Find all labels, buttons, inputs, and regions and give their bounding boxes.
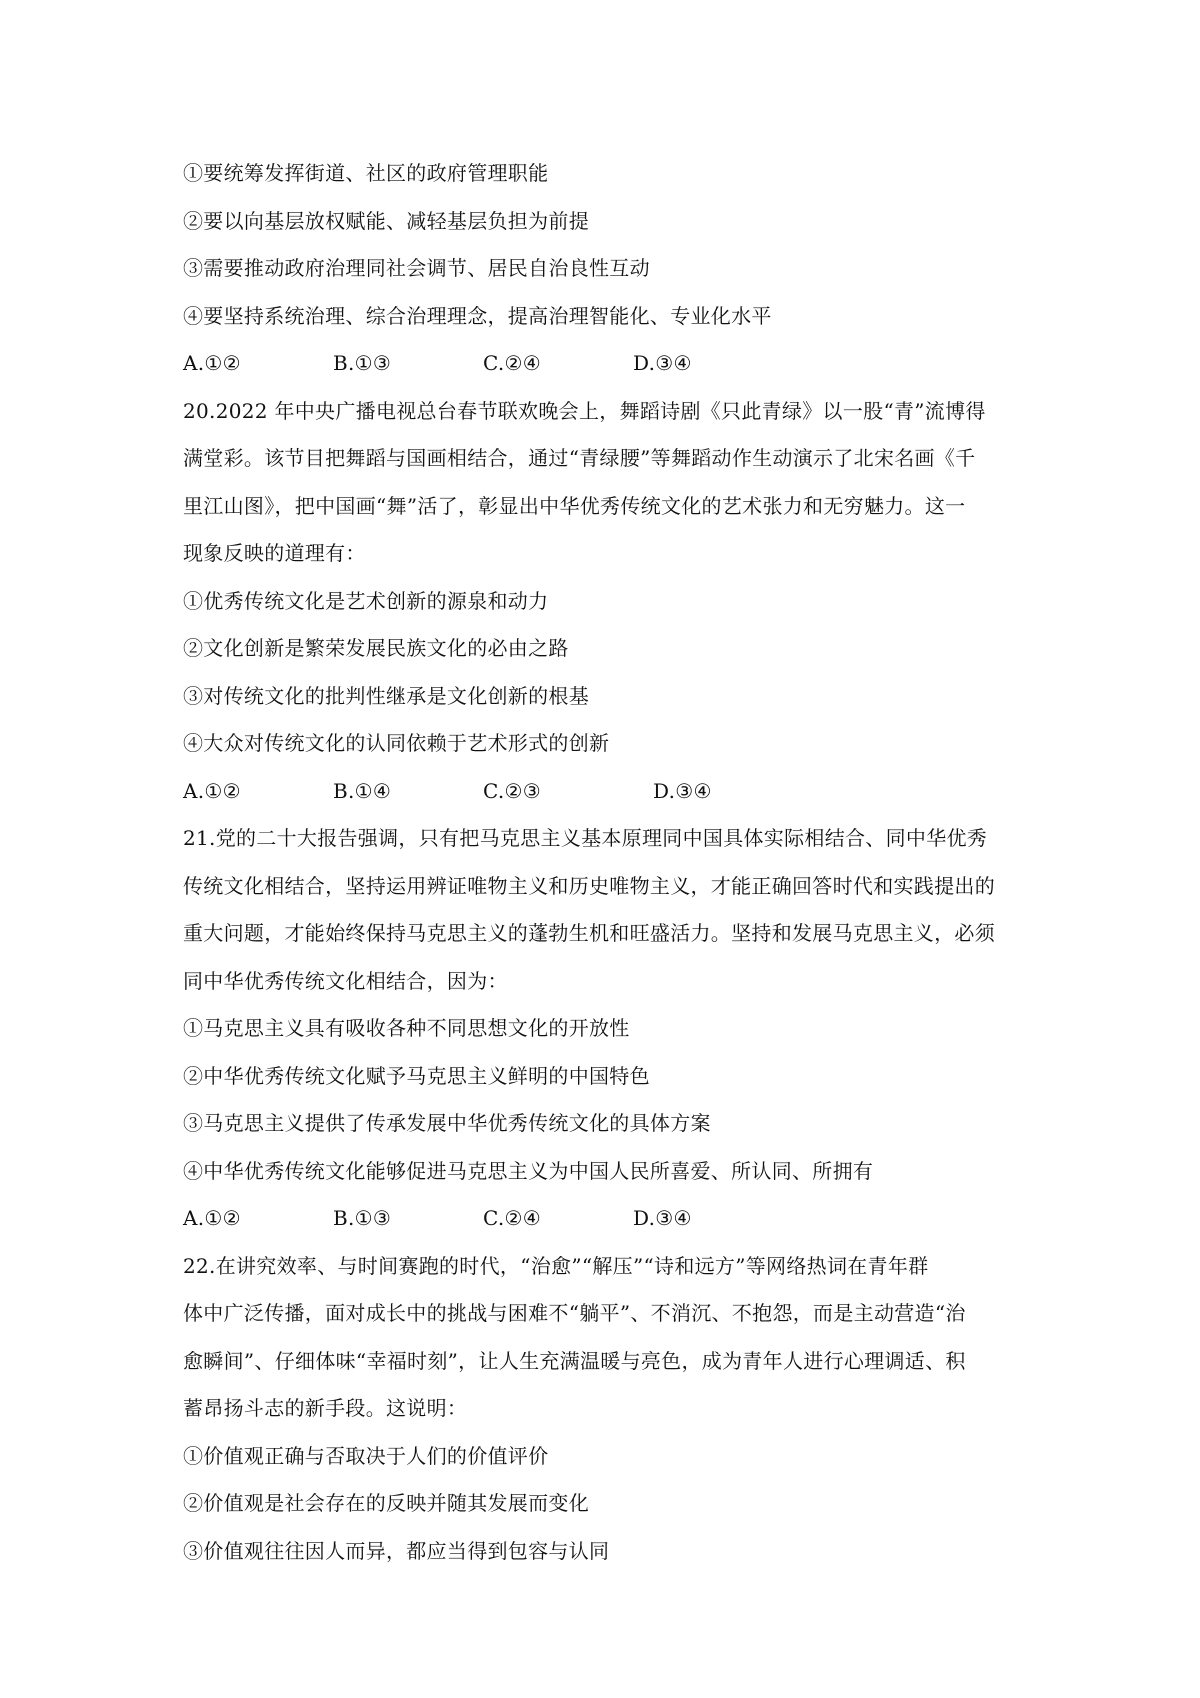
stem-line: 22.在讲究效率、与时间赛跑的时代，“治愈”“解压”“诗和远方”等网络热词在青年群 (183, 1253, 929, 1278)
stem-line: 体中广泛传播，面对成长中的挑战与困难不“躺平”、不消沉、不抱怨，而是主动营造“治 (183, 1301, 966, 1325)
stem-line: 传统文化相结合，坚持运用辨证唯物主义和历史唯物主义，才能正确回答时代和实践提出的 (183, 873, 995, 898)
option-line: ①优秀传统文化是艺术创新的源泉和动力 (183, 588, 549, 613)
option-line: ④中华优秀传统文化能够促进马克思主义为中国人民所喜爱、所认同、所拥有 (183, 1158, 874, 1183)
stem-line: 愈瞬间”、仔细体味“幸福时刻”，让人生充满温暖与亮色，成为青年人进行心理调适、积 (183, 1348, 966, 1373)
answer-choice-c: C.②③ (483, 778, 542, 803)
question-21-stem (183, 815, 1028, 1005)
option-line: ②要以向基层放权赋能、减轻基层负担为前提 (183, 208, 589, 233)
answer-choice-a: A.①② (183, 778, 241, 803)
option-line: ②价值观是社会存在的反映并随其发展而变化 (183, 1491, 589, 1515)
option-line: ④要坚持系统治理、综合治理理念，提高治理智能化、专业化水平 (183, 303, 772, 328)
stem-line: 满堂彩。该节目把舞蹈与国画相结合，通过“青绿腰”等舞蹈动作生动演示了北宋名画《千 (183, 446, 976, 470)
exam-page (183, 150, 1028, 1575)
question-22-options (183, 1433, 1028, 1576)
stem-line: 现象反映的道理有： (183, 541, 366, 565)
stem-line: 里江山图》，把中国画“舞”活了，彰显出中华优秀传统文化的艺术张力和无穷魅力。这一 (183, 493, 966, 518)
answer-choice-d: D.③④ (633, 1206, 692, 1230)
stem-line: 同中华优秀传统文化相结合，因为： (183, 968, 508, 993)
question-21-answers (183, 1195, 1028, 1243)
option-line: ③需要推动政府治理同社会调节、居民自治良性互动 (183, 256, 650, 280)
option-line: ②中华优秀传统文化赋予马克思主义鲜明的中国特色 (183, 1063, 650, 1088)
question-20-options (183, 578, 1028, 768)
option-line: ④大众对传统文化的认同依赖于艺术形式的创新 (183, 731, 610, 755)
answer-choice-a: A.①② (183, 1206, 241, 1230)
option-line: ③价值观往往因人而异，都应当得到包容与认同 (183, 1538, 610, 1563)
answer-choice-b: B.①④ (333, 778, 392, 803)
answer-choice-b: B.①③ (333, 351, 392, 375)
option-line: ①马克思主义具有吸收各种不同思想文化的开放性 (183, 1016, 630, 1040)
answer-choice-c: C.②④ (483, 1206, 542, 1230)
option-line: ①价值观正确与否取决于人们的价值评价 (183, 1443, 549, 1468)
answer-choice-b: B.①③ (333, 1206, 392, 1230)
question-19-options (183, 150, 1028, 340)
option-line: ③马克思主义提供了传承发展中华优秀传统文化的具体方案 (183, 1111, 711, 1135)
stem-line: 20.2022 年中央广播电视总台春节联欢晚会上，舞蹈诗剧《只此青绿》以一股“青”流博得 (183, 398, 986, 423)
answer-choice-c: C.②④ (483, 351, 542, 375)
option-line: ①要统筹发挥街道、社区的政府管理职能 (183, 161, 549, 185)
answer-choice-a: A.①② (183, 351, 241, 375)
question-22-stem (183, 1243, 1028, 1433)
stem-line: 重大问题，才能始终保持马克思主义的蓬勃生机和旺盛活力。坚持和发展马克思主义，必须 (183, 921, 995, 945)
question-19-answers (183, 340, 1028, 388)
option-line: ②文化创新是繁荣发展民族文化的必由之路 (183, 636, 569, 660)
question-20-stem (183, 388, 1028, 578)
question-20-answers (183, 768, 1028, 816)
answer-choice-d: D.③④ (633, 351, 692, 375)
stem-line: 21.党的二十大报告强调，只有把马克思主义基本原理同中国具体实际相结合、同中华优秀 (183, 826, 988, 850)
option-line: ③对传统文化的批判性继承是文化创新的根基 (183, 683, 589, 708)
question-21-options (183, 1005, 1028, 1195)
answer-choice-d: D.③④ (653, 778, 712, 803)
stem-line: 蓄昂扬斗志的新手段。这说明： (183, 1396, 468, 1420)
